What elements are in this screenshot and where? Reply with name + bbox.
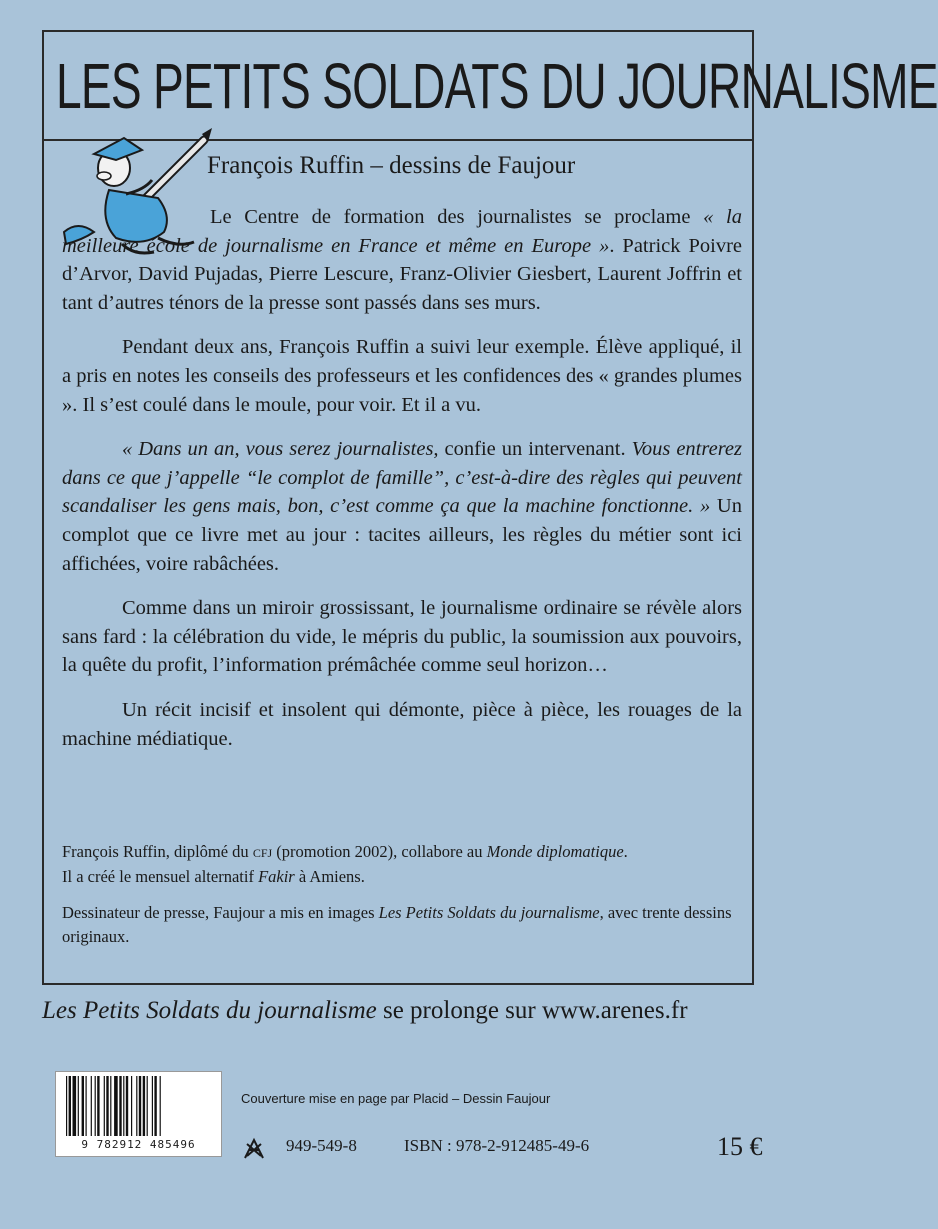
barcode-icon	[56, 1072, 221, 1138]
publisher-code: 949-549-8	[286, 1136, 357, 1155]
blurb-paragraph: Le Centre de formation des journalistes se proclame « la meilleure école de journalisme en France et même en Europe ». Patrick Poivre d’Arvor, David Pujadas, Pierre Lescure, Franz-Olivier Giesbert, Laurent Joffrin et tant d’autres ténors de la presse sont passés dans ses murs.	[62, 206, 743, 314]
book-title: LES PETITS SOLDATS DU JOURNALISME	[56, 50, 938, 122]
blurb-paragraph: « Dans un an, vous serez journalistes, confie un intervenant. Vous entrerez dans ce que j’appelle “le complot de famille”, c’est-à-dire des règles qui peuvent scandaliser les gens mais, bon, c’est comme ça que la machine fonctionne. » Un complot que ce livre met au jour : tacites ailleurs, les règles du métier sont ici affichées, voire rabâchées.	[62, 438, 742, 575]
isbn-barcode	[55, 1071, 222, 1157]
back-cover-blurb	[62, 203, 742, 769]
price: 15 €	[717, 1132, 763, 1161]
barcode-digits: 9 782912 485496	[81, 1138, 196, 1151]
author-bio	[62, 840, 742, 961]
blurb-paragraph: Pendant deux ans, François Ruffin a suivi leur exemple. Élève appliqué, il a pris en notes les conseils des professeurs et les confidences des « grandes plumes ». Il s’est coulé dans le moule, pour voir. Et il a vu.	[62, 336, 742, 416]
website-line: Les Petits Soldats du journalisme se prolonge sur www.arenes.fr	[42, 997, 688, 1024]
author-note: François Ruffin, diplômé du CFJ (promotion 2002), collabore au Monde diplomatique. Il a créé le mensuel alternatif Fakir à Amiens.	[62, 842, 628, 886]
book-subtitle: François Ruffin – dessins de Faujour	[207, 152, 576, 179]
blurb-paragraph: Comme dans un miroir grossissant, le journalisme ordinaire se révèle alors sans fard : la célébration du vide, le mépris du public, la soumission aux pouvoirs, la quête du profit, l’information prémâchée comme seul horizon…	[62, 597, 742, 677]
cover-credits: Couverture mise en page par Placid – Dessin Faujour	[241, 1091, 551, 1106]
cover-frame	[42, 30, 938, 985]
blurb-paragraph: Un récit incisif et insolent qui démonte, pièce à pièce, les rouages de la machine médiatique.	[62, 698, 742, 750]
isbn-number: ISBN : 978-2-912485-49-6	[404, 1136, 590, 1155]
illustrator-note: Dessinateur de presse, Faujour a mis en images Les Petits Soldats du journalisme, avec trente dessins originaux.	[62, 903, 732, 946]
arenes-logo-icon	[241, 1136, 267, 1162]
